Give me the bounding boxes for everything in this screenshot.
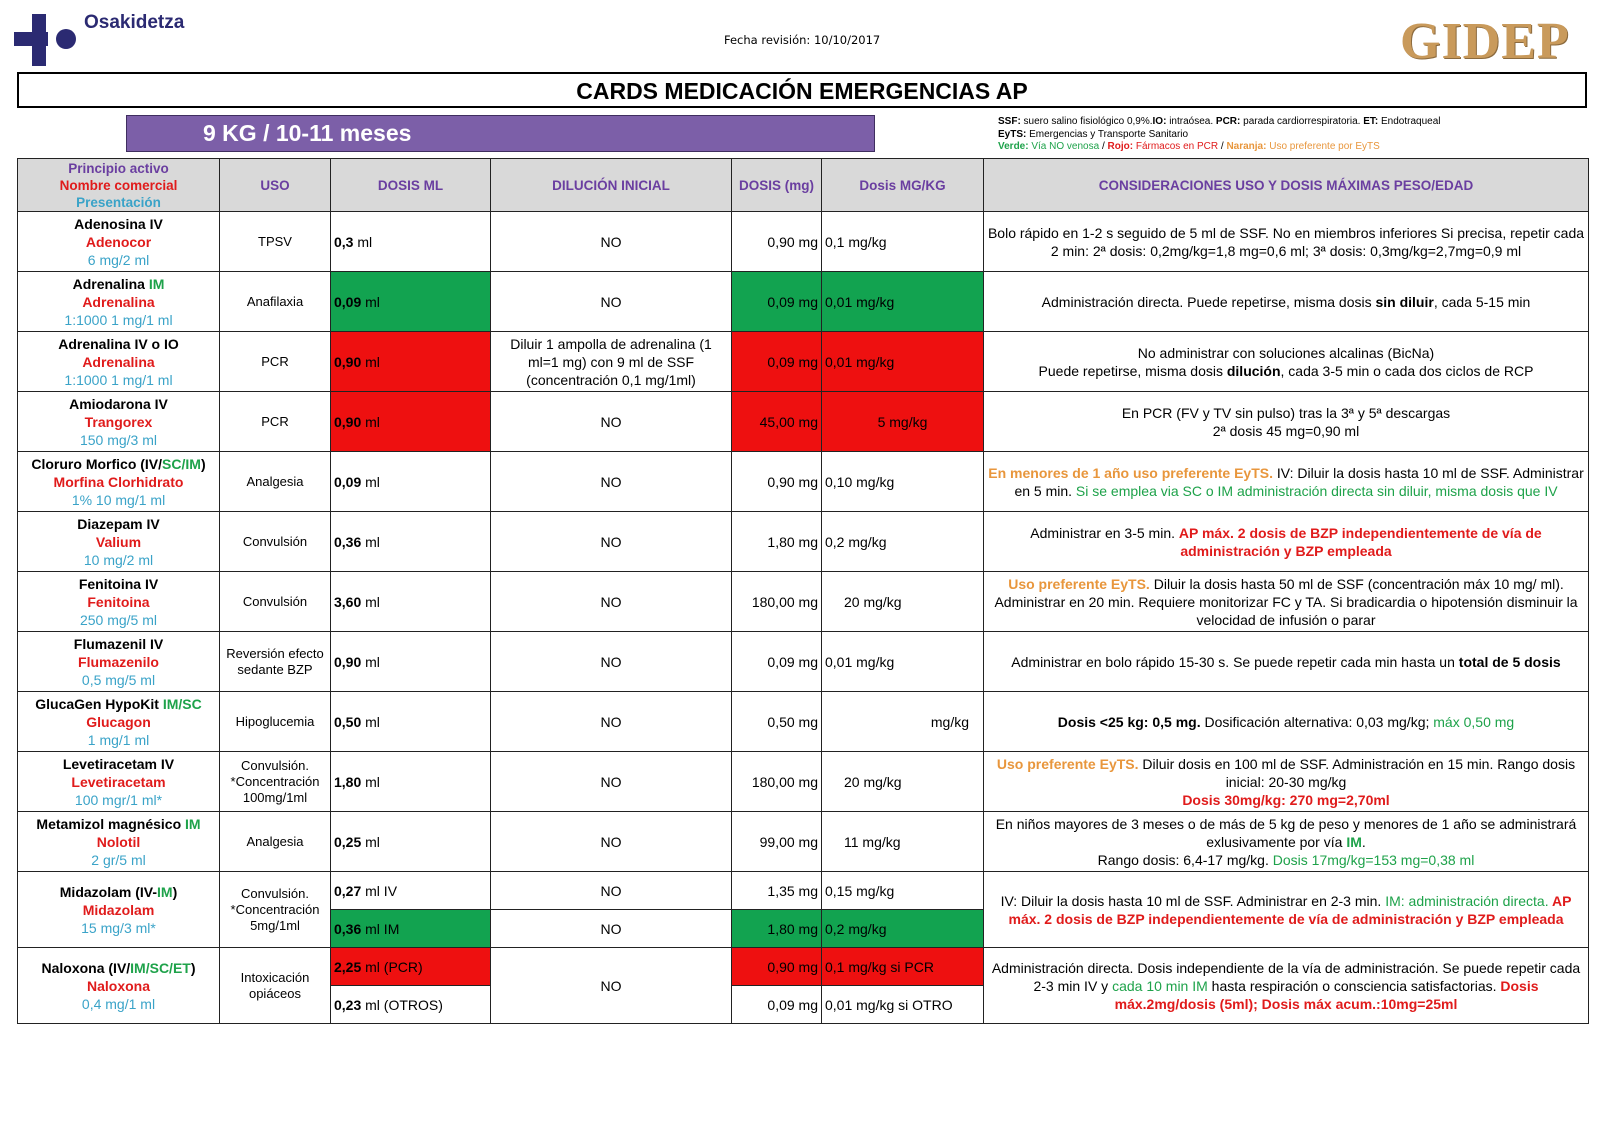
uso-cell: TPSV bbox=[220, 212, 331, 272]
uso-cell: Intoxicación opiáceos bbox=[220, 948, 331, 1024]
dose-mg-cell: 180,00 mg bbox=[732, 752, 822, 812]
dose-mgkg-cell: 0,1 mg/kg si PCR bbox=[822, 948, 984, 986]
considerations-cell: IV: Diluir la dosis hasta 10 ml de SSF. Administrar en 2-3 min. IM: administración directa. AP máx. 2 dosis de BZP independientemente de vía de administración y BZP empleada bbox=[984, 872, 1589, 948]
org-name: Osakidetza bbox=[84, 12, 185, 33]
col-header-mgkg: Dosis MG/KG bbox=[822, 159, 984, 212]
dose-mg-cell: 0,90 mg bbox=[732, 452, 822, 512]
dose-mg-cell: 0,09 mg bbox=[732, 332, 822, 392]
dose-ml-cell: 2,25 ml (PCR) bbox=[331, 948, 491, 986]
uso-cell: Reversión efecto sedante BZP bbox=[220, 632, 331, 692]
dose-ml-cell: 0,90 ml bbox=[331, 332, 491, 392]
dose-mgkg-cell: 0,01 mg/kg bbox=[822, 272, 984, 332]
considerations-cell: En niños mayores de 3 meses o de más de 5 kg de peso y menores de 1 año se administrará exlusivamente por vía IM. Rango dosis: 6,4-17 mg/kg. Dosis 17mg/kg=153 mg=0,38 ml bbox=[984, 812, 1589, 872]
uso-cell: Convulsión. *Concentración 100mg/1ml bbox=[220, 752, 331, 812]
table-row bbox=[18, 272, 1589, 332]
dose-mgkg-cell: 5 mg/kg bbox=[822, 392, 984, 452]
considerations-cell: En menores de 1 año uso preferente EyTS. IV: Diluir la dosis hasta 10 ml de SSF. Administrar en 5 min. Si se emplea via SC o IM administración directa sin diluir, misma dosis que IV bbox=[984, 452, 1589, 512]
dose-mg-cell: 1,80 mg bbox=[732, 910, 822, 948]
considerations-cell: Administración directa. Puede repetirse, misma dosis sin diluir, cada 5-15 min bbox=[984, 272, 1589, 332]
drug-cell: Adrenalina IV o IO Adrenalina 1:1000 1 mg/1 ml bbox=[18, 332, 220, 392]
dose-mgkg-cell: 0,15 mg/kg bbox=[822, 872, 984, 910]
osakidetza-cross-icon bbox=[14, 12, 84, 70]
table-row bbox=[18, 512, 1589, 572]
dose-mgkg-cell: mg/kg bbox=[822, 692, 984, 752]
dose-mg-cell: 45,00 mg bbox=[732, 392, 822, 452]
uso-cell: Convulsión. *Concentración 5mg/1ml bbox=[220, 872, 331, 948]
table-row bbox=[18, 452, 1589, 512]
dilution-cell: NO bbox=[491, 512, 732, 572]
dose-mgkg-cell: 0,2 mg/kg bbox=[822, 910, 984, 948]
abbreviations-legend: SSF: suero salino fisiológico 0,9%.IO: intraósea. PCR: parada cardiorrespiratoria. ET: Endotraqueal EyTS: Emergencias y Transporte Sanitario Verde: Vía NO venosa / Rojo: Fármacos en PCR / Naranja: Uso preferente por EyTS bbox=[998, 116, 1441, 152]
drug-cell: GlucaGen HypoKit IM/SC Glucagon 1 mg/1 ml bbox=[18, 692, 220, 752]
weight-band: 9 KG / 10-11 meses bbox=[126, 115, 875, 152]
drug-cell: Metamizol magnésico IM Nolotil 2 gr/5 ml bbox=[18, 812, 220, 872]
table-row bbox=[18, 632, 1589, 692]
dose-ml-cell: 0,90 ml bbox=[331, 392, 491, 452]
col-header-drug: Principio activo Nombre comercial Presentación bbox=[18, 159, 220, 212]
table-row bbox=[18, 572, 1589, 632]
considerations-cell: No administrar con soluciones alcalinas (BicNa) Puede repetirse, misma dosis dilución, cada 3-5 min o cada dos ciclos de RCP bbox=[984, 332, 1589, 392]
dilution-cell: NO bbox=[491, 948, 732, 1024]
dose-mgkg-cell: 20 mg/kg bbox=[822, 752, 984, 812]
considerations-cell: En PCR (FV y TV sin pulso) tras la 3ª y 5ª descargas 2ª dosis 45 mg=0,90 ml bbox=[984, 392, 1589, 452]
dilution-cell: NO bbox=[491, 752, 732, 812]
dose-mg-cell: 0,90 mg bbox=[732, 212, 822, 272]
dilution-cell: NO bbox=[491, 872, 732, 910]
table-row bbox=[18, 332, 1589, 392]
dose-ml-cell: 0,36 ml IM bbox=[331, 910, 491, 948]
dose-ml-cell: 0,09 ml bbox=[331, 272, 491, 332]
col-header-consideraciones: CONSIDERACIONES USO Y DOSIS MÁXIMAS PESO/EDAD bbox=[984, 159, 1589, 212]
col-header-dosis-mg: DOSIS (mg) bbox=[732, 159, 822, 212]
col-header-uso: USO bbox=[220, 159, 331, 212]
dose-mgkg-cell: 11 mg/kg bbox=[822, 812, 984, 872]
dose-ml-cell: 0,3 ml bbox=[331, 212, 491, 272]
drug-cell: Adenosina IV Adenocor 6 mg/2 ml bbox=[18, 212, 220, 272]
table-row bbox=[18, 812, 1589, 872]
dilution-cell: NO bbox=[491, 452, 732, 512]
considerations-cell: Uso preferente EyTS. Diluir la dosis hasta 50 ml de SSF (concentración máx 10 mg/ ml). Administrar en 20 min. Requiere monitorizar FC y TA. Si bradicardia o hipotensión disminuir la velocidad de infusión o parar bbox=[984, 572, 1589, 632]
dilution-cell: NO bbox=[491, 812, 732, 872]
dose-mg-cell: 0,50 mg bbox=[732, 692, 822, 752]
dilution-cell: NO bbox=[491, 910, 732, 948]
dilution-cell: NO bbox=[491, 692, 732, 752]
considerations-cell: Uso preferente EyTS. Diluir dosis en 100 ml de SSF. Administración en 15 min. Rango dosis inicial: 20-30 mg/kg Dosis 30mg/kg: 270 mg=2,70ml bbox=[984, 752, 1589, 812]
col-header-dilucion: DILUCIÓN INICIAL bbox=[491, 159, 732, 212]
dilution-cell: NO bbox=[491, 392, 732, 452]
dose-mgkg-cell: 0,01 mg/kg bbox=[822, 332, 984, 392]
col-header-dosis-ml: DOSIS ML bbox=[331, 159, 491, 212]
dilution-cell: Diluir 1 ampolla de adrenalina (1 ml=1 mg) con 9 ml de SSF (concentración 0,1 mg/1ml) bbox=[491, 332, 732, 392]
dose-ml-cell: 0,50 ml bbox=[331, 692, 491, 752]
drug-cell: Diazepam IV Valium 10 mg/2 ml bbox=[18, 512, 220, 572]
drug-cell: Levetiracetam IV Levetiracetam 100 mgr/1 ml* bbox=[18, 752, 220, 812]
dose-mgkg-cell: 0,01 mg/kg bbox=[822, 632, 984, 692]
dose-mg-cell: 180,00 mg bbox=[732, 572, 822, 632]
uso-cell: Convulsión bbox=[220, 572, 331, 632]
considerations-cell: Administración directa. Dosis independiente de la vía de administración. Se puede repetir cada 2-3 min IV y cada 10 min IM hasta respiración o consciencia satisfactorias. Dosis máx.2mg/dosis (5ml); Dosis máx acum.:10mg=25ml bbox=[984, 948, 1589, 1024]
dose-mgkg-cell: 20 mg/kg bbox=[822, 572, 984, 632]
dose-ml-cell: 0,25 ml bbox=[331, 812, 491, 872]
uso-cell: Convulsión bbox=[220, 512, 331, 572]
page-title: CARDS MEDICACIÓN EMERGENCIAS AP bbox=[17, 72, 1587, 108]
drug-cell: Flumazenil IV Flumazenilo 0,5 mg/5 ml bbox=[18, 632, 220, 692]
drug-cell: Naloxona (IV/IM/SC/ET) Naloxona 0,4 mg/1 ml bbox=[18, 948, 220, 1024]
drug-cell: Midazolam (IV-IM) Midazolam 15 mg/3 ml* bbox=[18, 872, 220, 948]
considerations-cell: Bolo rápido en 1-2 s seguido de 5 ml de SSF. No en miembros inferiores Si precisa, repetir cada 2 min: 2ª dosis: 0,2mg/kg=1,8 mg=0,6 ml; 3ª dosis: 0,3mg/kg=2,7mg=0,9 ml bbox=[984, 212, 1589, 272]
considerations-cell: Dosis <25 kg: 0,5 mg. Dosificación alternativa: 0,03 mg/kg; máx 0,50 mg bbox=[984, 692, 1589, 752]
table-row bbox=[18, 212, 1589, 272]
dose-ml-cell: 0,23 ml (OTROS) bbox=[331, 986, 491, 1024]
dilution-cell: NO bbox=[491, 572, 732, 632]
table-row bbox=[18, 872, 1589, 910]
table-header-row bbox=[18, 159, 1589, 212]
dose-mg-cell: 99,00 mg bbox=[732, 812, 822, 872]
table-row bbox=[18, 752, 1589, 812]
drug-cell: Amiodarona IV Trangorex 150 mg/3 ml bbox=[18, 392, 220, 452]
revision-date: Fecha revisión: 10/10/2017 bbox=[724, 33, 881, 47]
gidep-logo: GIDEP bbox=[1400, 13, 1570, 70]
uso-cell: PCR bbox=[220, 392, 331, 452]
dose-mg-cell: 0,09 mg bbox=[732, 272, 822, 332]
drug-cell: Adrenalina IM Adrenalina 1:1000 1 mg/1 ml bbox=[18, 272, 220, 332]
dose-ml-cell: 0,09 ml bbox=[331, 452, 491, 512]
dose-mg-cell: 1,35 mg bbox=[732, 872, 822, 910]
dose-mgkg-cell: 0,01 mg/kg si OTRO bbox=[822, 986, 984, 1024]
medication-table bbox=[17, 158, 1589, 1024]
dose-ml-cell: 3,60 ml bbox=[331, 572, 491, 632]
considerations-cell: Administrar en bolo rápido 15-30 s. Se puede repetir cada min hasta un total de 5 dosis bbox=[984, 632, 1589, 692]
dose-mgkg-cell: 0,10 mg/kg bbox=[822, 452, 984, 512]
uso-cell: Hipoglucemia bbox=[220, 692, 331, 752]
dilution-cell: NO bbox=[491, 272, 732, 332]
uso-cell: Analgesia bbox=[220, 812, 331, 872]
dose-ml-cell: 0,27 ml IV bbox=[331, 872, 491, 910]
drug-cell: Cloruro Morfico (IV/SC/IM) Morfina Clorhidrato 1% 10 mg/1 ml bbox=[18, 452, 220, 512]
dilution-cell: NO bbox=[491, 632, 732, 692]
dilution-cell: NO bbox=[491, 212, 732, 272]
drug-cell: Fenitoina IV Fenitoina 250 mg/5 ml bbox=[18, 572, 220, 632]
dose-ml-cell: 1,80 ml bbox=[331, 752, 491, 812]
table-row bbox=[18, 692, 1589, 752]
table-row bbox=[18, 392, 1589, 452]
considerations-cell: Administrar en 3-5 min. AP máx. 2 dosis de BZP independientemente de vía de administración y BZP empleada bbox=[984, 512, 1589, 572]
uso-cell: Anafilaxia bbox=[220, 272, 331, 332]
uso-cell: PCR bbox=[220, 332, 331, 392]
dose-mg-cell: 1,80 mg bbox=[732, 512, 822, 572]
dose-ml-cell: 0,36 ml bbox=[331, 512, 491, 572]
dose-mg-cell: 0,09 mg bbox=[732, 632, 822, 692]
dose-mg-cell: 0,09 mg bbox=[732, 986, 822, 1024]
table-row bbox=[18, 948, 1589, 986]
dose-mgkg-cell: 0,2 mg/kg bbox=[822, 512, 984, 572]
dose-mgkg-cell: 0,1 mg/kg bbox=[822, 212, 984, 272]
dose-mg-cell: 0,90 mg bbox=[732, 948, 822, 986]
uso-cell: Analgesia bbox=[220, 452, 331, 512]
dose-ml-cell: 0,90 ml bbox=[331, 632, 491, 692]
